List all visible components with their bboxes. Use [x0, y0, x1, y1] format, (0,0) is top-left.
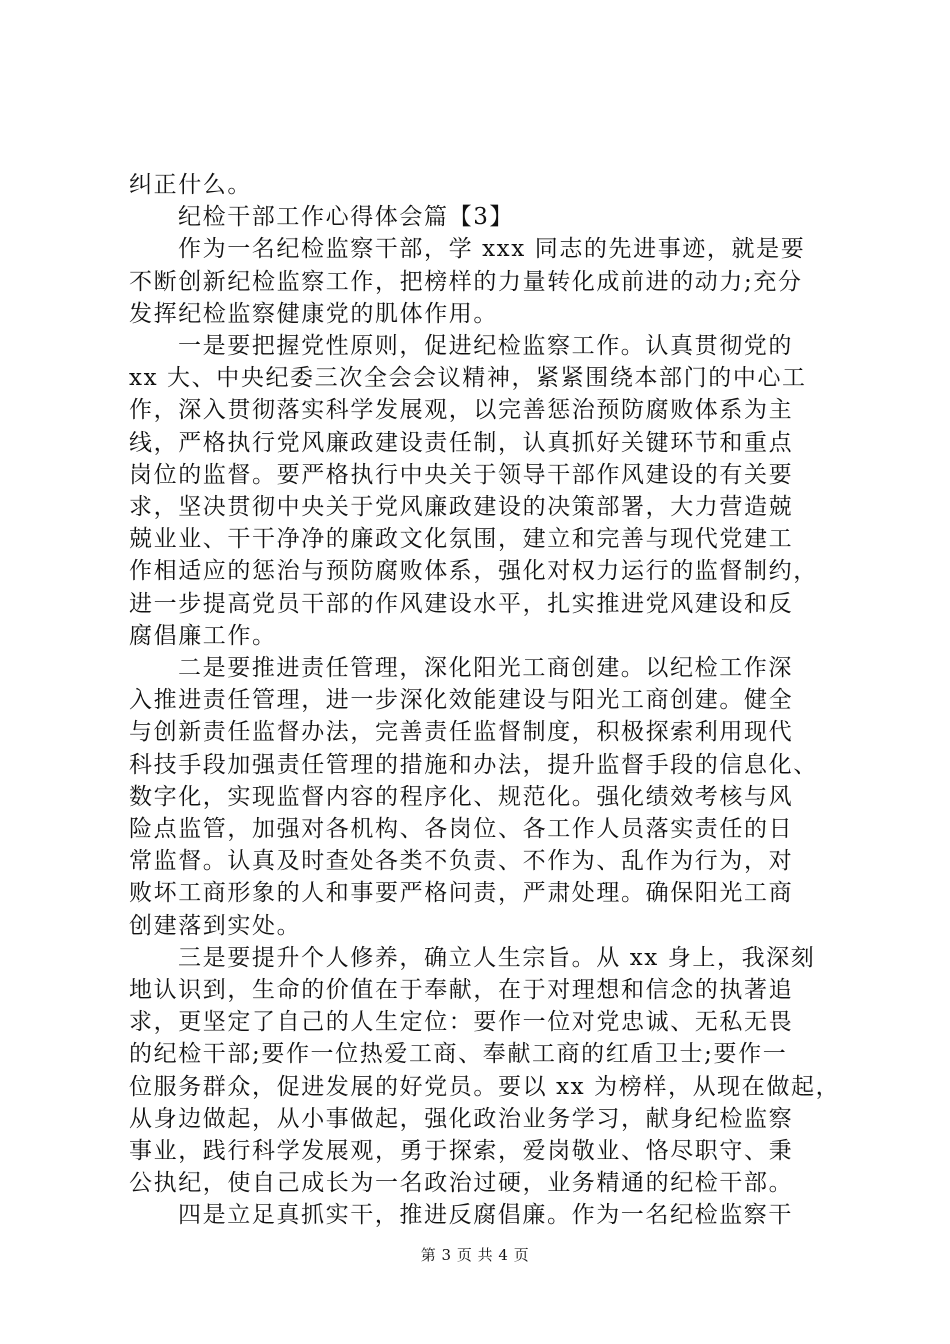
text-line: 线，严格执行党风廉政建设责任制，认真抓好关键环节和重点	[129, 430, 794, 456]
text-line: 创建落到实处。	[129, 913, 302, 939]
text-line: 岗位的监督。要严格执行中央关于领导干部作风建设的有关要	[129, 462, 794, 488]
text-line: 公执纪，使自己成长为一名政治过硬，业务精通的纪检干部。	[129, 1170, 794, 1196]
text-line: 作，深入贯彻落实科学发展观，以完善惩治预防腐败体系为主	[129, 397, 794, 423]
text-line: 四是立足真抓实干，推进反腐倡廉。作为一名纪检监察干	[178, 1202, 793, 1228]
text-line: 不断创新纪检监察工作，把榜样的力量转化成前进的动力;充分	[129, 269, 803, 295]
text-line: 发挥纪检监察健康党的肌体作用。	[129, 301, 498, 327]
text-line: 从身边做起，从小事做起，强化政治业务学习，献身纪检监察	[129, 1106, 794, 1132]
text-line: 险点监管，加强对各机构、各岗位、各工作人员落实责任的日	[129, 816, 794, 842]
text-line: 纠正什么。	[129, 172, 252, 198]
text-line: 地认识到，生命的价值在于奉献，在于对理想和信念的执著追	[129, 977, 794, 1003]
text-line: 的纪检干部;要作一位热爱工商、奉献工商的红盾卫士;要作一	[129, 1041, 788, 1067]
text-line: 作为一名纪检监察干部，学 xxx 同志的先进事迹，就是要	[178, 236, 806, 262]
text-line: 求，更坚定了自己的人生定位：要作一位对党忠诚、无私无畏	[129, 1009, 794, 1035]
text-line: 事业，践行科学发展观，勇于探索，爱岗敬业、恪尽职守、秉	[129, 1138, 794, 1164]
text-line: 败坏工商形象的人和事要严格问责，严肃处理。确保阳光工商	[129, 880, 794, 906]
text-line: 纪检干部工作心得体会篇【3】	[178, 204, 515, 230]
text-line: 科技手段加强责任管理的措施和办法，提升监督手段的信息化、	[129, 752, 818, 778]
text-line: 兢业业、干干净净的廉政文化氛围，建立和完善与现代党建工	[129, 526, 794, 552]
text-line: 入推进责任管理，进一步深化效能建设与阳光工商创建。健全	[129, 687, 794, 713]
text-line: 求，坚决贯彻中央关于党风廉政建设的决策部署，大力营造兢	[129, 494, 794, 520]
text-line: 与创新责任监督办法，完善责任监督制度，积极探索利用现代	[129, 719, 794, 745]
text-line: 作相适应的惩治与预防腐败体系，强化对权力运行的监督制约，	[129, 558, 818, 584]
text-line: 进一步提高党员干部的作风建设水平，扎实推进党风建设和反	[129, 591, 794, 617]
text-line: xx 大、中央纪委三次全会会议精神，紧紧围绕本部门的中心工	[129, 365, 807, 391]
text-line: 三是要提升个人修养，确立人生宗旨。从 xx 身上，我深刻	[178, 945, 816, 971]
text-line: 常监督。认真及时查处各类不负责、不作为、乱作为行为，对	[129, 848, 794, 874]
text-line: 位服务群众，促进发展的好党员。要以 xx 为榜样，从现在做起，	[129, 1074, 841, 1100]
text-line: 一是要把握党性原则，促进纪检监察工作。认真贯彻党的	[178, 333, 793, 359]
text-line: 二是要推进责任管理，深化阳光工商创建。以纪检工作深	[178, 655, 793, 681]
text-line: 腐倡廉工作。	[129, 623, 277, 649]
text-line: 数字化，实现监督内容的程序化、规范化。强化绩效考核与风	[129, 784, 794, 810]
page-footer: 第 3 页 共 4 页	[420, 1246, 530, 1264]
